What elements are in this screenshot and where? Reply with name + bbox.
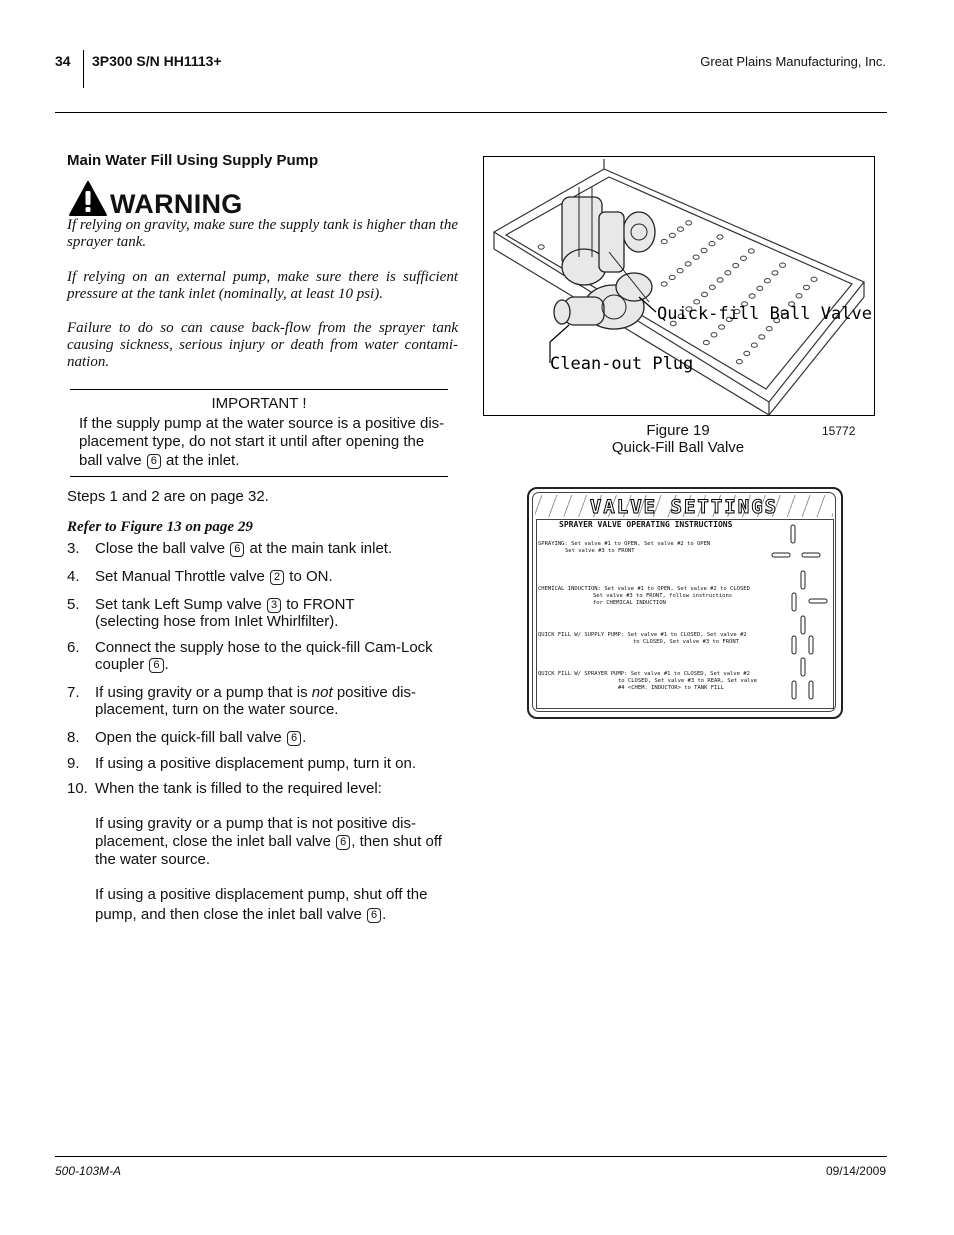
quick-fill-valve-drawing — [484, 157, 874, 415]
callout-number: 6 — [230, 542, 244, 557]
sub-line-3: the water source. — [95, 851, 211, 868]
frame-hole — [804, 285, 810, 289]
frame-hole — [709, 242, 715, 246]
step-3 — [67, 540, 467, 558]
frame-hole — [796, 294, 802, 298]
figure-19-image — [483, 156, 875, 416]
frame-hole — [725, 271, 731, 275]
step-number: 10. — [67, 780, 88, 797]
page-number: 34 — [55, 53, 71, 69]
warning-paragraph-1: If relying on gravity, make sure the supply tank is higher than the sprayer tank. — [67, 217, 458, 250]
step-text-pre: Close the ball valve — [95, 540, 226, 557]
decal-row-line-c: #4 <CHEM. INDUCTOR> to TANK FILL — [618, 685, 724, 691]
important-text-pre: ball valve — [79, 452, 142, 469]
step-text-pre: If using gravity or a pump that is — [95, 684, 308, 701]
step-number: 3. — [67, 540, 80, 557]
step-text-post: . — [302, 729, 307, 746]
warning-title: WARNING — [110, 189, 243, 219]
step-9 — [67, 755, 467, 773]
step-4 — [67, 568, 467, 586]
step-text-line-2: placement, turn on the water source. — [95, 701, 339, 718]
decal-row-line-a: SPRAYING: Set valve #1 to OPEN, Set valve #2 to OPEN — [538, 541, 711, 547]
sub-text-pre: placement, close the inlet ball valve — [95, 833, 331, 850]
step-text-line-1: Connect the supply hose to the quick-fill Cam-Lock — [95, 639, 433, 656]
step-number: 9. — [67, 755, 80, 772]
company-name: Great Plains Manufacturing, Inc. — [700, 54, 886, 69]
step-10 — [67, 780, 467, 798]
frame-hole — [711, 333, 717, 337]
frame-hole — [733, 263, 739, 267]
important-line-2: placement type, do not start it until after opening the — [79, 433, 425, 450]
sub-text-post: . — [382, 906, 387, 923]
callout-number: 6 — [149, 658, 163, 673]
decal-row-line-b: Set valve #3 to FRONT — [565, 548, 635, 554]
important-top-rule — [70, 389, 448, 390]
figure-id: 15772 — [822, 424, 856, 438]
decal-row-2 — [538, 586, 763, 607]
frame-hole — [772, 271, 778, 275]
frame-hole — [748, 249, 754, 253]
step-text-line-2: (selecting hose from Inlet Whirlfilter). — [95, 613, 339, 630]
sub-paragraph-gravity — [95, 815, 475, 869]
callout-number: 2 — [270, 570, 284, 585]
decal-row-4 — [538, 671, 763, 692]
step-text-pre: Set Manual Throttle valve — [95, 568, 265, 585]
frame-hole — [661, 282, 667, 286]
model-title: 3P300 S/N HH1113+ — [92, 53, 222, 69]
step-text-post: to ON. — [289, 568, 333, 585]
sub-text-pre: pump, and then close the inlet ball valve — [95, 906, 362, 923]
step-number: 8. — [67, 729, 80, 746]
step-text: If using a positive displacement pump, turn it on. — [95, 755, 417, 772]
frame-hole — [693, 255, 699, 259]
warning-paragraph-3: Failure to do so can cause back-flow from the sprayer tank causing sickness, serious injury or death from water contami-nation. — [67, 320, 458, 370]
sub-line-1: If using a positive displacement pump, shut off the — [95, 886, 428, 903]
frame-hole — [661, 239, 667, 243]
refer-note: Refer to Figure 13 on page 29 — [67, 519, 253, 535]
step-text — [95, 540, 465, 557]
decal-title: VALVE SETTINGS — [589, 496, 779, 518]
frame-hole — [669, 233, 675, 237]
frame-hole — [736, 360, 742, 364]
important-line-1: If the supply pump at the water source is a positive dis- — [79, 415, 445, 432]
frame-hole — [811, 277, 817, 281]
frame-hole — [780, 263, 786, 267]
step-text-pre: Open the quick-fill ball valve — [95, 729, 282, 746]
frame-hole — [702, 292, 708, 296]
frame-hole — [744, 351, 750, 355]
frame-hole — [719, 325, 725, 329]
important-text-post: at the inlet. — [166, 452, 240, 469]
sub-paragraph-positive — [95, 885, 475, 925]
step-number: 5. — [67, 596, 80, 613]
step-5 — [67, 596, 467, 632]
footer-rule — [55, 1156, 887, 1157]
callout-number: 6 — [367, 908, 381, 923]
frame-hole — [701, 248, 707, 252]
decal-row-3 — [538, 632, 763, 646]
decal-row-line-b: to CLOSED, Set valve #3 to REAR, Set valve — [618, 678, 758, 684]
footer-part-number: 500-103M-A — [55, 1164, 122, 1178]
decal-row-line-a: QUICK FILL W/ SPRAYER PUMP: Set valve #1 to CLOSED, Set valve #2 — [538, 671, 750, 677]
frame-hole — [538, 245, 544, 249]
frame-hole — [764, 279, 770, 283]
callout-number: 6 — [147, 454, 161, 469]
frame-hole — [741, 256, 747, 260]
important-title: IMPORTANT ! — [211, 395, 307, 412]
step-text-post: positive dis- — [336, 684, 417, 701]
sub-line-1: If using gravity or a pump that is not positive dis- — [95, 815, 416, 832]
steps-intro: Steps 1 and 2 are on page 32. — [67, 488, 269, 505]
step-text — [95, 568, 465, 585]
step-7 — [67, 684, 467, 720]
frame-hole — [685, 262, 691, 266]
step-8 — [67, 729, 467, 747]
frame-hole — [709, 285, 715, 289]
decal-row-line-c: for CHEMICAL INDUCTION — [593, 600, 666, 606]
step-text-post: at the main tank inlet. — [249, 540, 393, 557]
frame-hole — [766, 327, 772, 331]
callout-number: 6 — [287, 731, 301, 746]
step-text — [95, 639, 465, 673]
step-text-post: . — [164, 656, 169, 673]
label-quick-fill-ball-valve: Quick-fill Ball Valve — [657, 304, 872, 324]
step-text-pre: Set tank Left Sump valve — [95, 596, 262, 613]
step-text: When the tank is filled to the required level: — [95, 780, 382, 797]
step-text — [95, 729, 465, 746]
decal-row-line-a: QUICK FILL W/ SUPPLY PUMP: Set valve #1 to CLOSED, Set valve #2 — [538, 632, 747, 638]
label-clean-out-plug: Clean-out Plug — [550, 354, 694, 374]
step-6 — [67, 639, 467, 675]
important-line-3 — [79, 451, 469, 470]
header-divider — [83, 50, 84, 88]
valve-settings-decal — [527, 487, 843, 719]
decal-row-1 — [538, 541, 763, 555]
decal-row-line-b: to CLOSED, Set valve #3 to FRONT — [633, 639, 739, 645]
frame-hole — [686, 221, 692, 225]
frame-hole — [677, 269, 683, 273]
warning-triangle-icon — [68, 180, 108, 217]
step-text-emphasis: not — [311, 684, 333, 701]
section-title: Main Water Fill Using Supply Pump — [67, 152, 319, 169]
decal-row-line-a: CHEMICAL INDUCTION: Set valve #1 to OPEN, Set valve #2 to CLOSED — [538, 586, 750, 592]
figure-caption: Quick-Fill Ball Valve — [611, 439, 745, 456]
valve-position-icons — [764, 523, 834, 713]
step-text — [95, 596, 465, 630]
callout-number: 3 — [267, 598, 281, 613]
step-text-post: to FRONT — [286, 596, 355, 613]
step-number: 6. — [67, 639, 80, 656]
footer-date: 09/14/2009 — [825, 1164, 886, 1178]
important-bottom-rule — [70, 476, 448, 477]
warning-paragraph-2: If relying on an external pump, make sure there is sufficient pressure at the tank inlet (nominally, at least 10 psi). — [67, 269, 458, 302]
frame-hole — [717, 235, 723, 239]
figure-number: Figure 19 — [646, 422, 710, 439]
frame-hole — [751, 343, 757, 347]
frame-hole — [717, 278, 723, 282]
step-number: 7. — [67, 684, 80, 701]
frame-hole — [749, 294, 755, 298]
frame-hole — [703, 340, 709, 344]
frame-hole — [757, 286, 763, 290]
decal-subtitle: SPRAYER VALVE OPERATING INSTRUCTIONS — [559, 520, 733, 529]
header-rule — [55, 112, 887, 113]
step-number: 4. — [67, 568, 80, 585]
frame-hole — [759, 335, 765, 339]
frame-hole — [669, 275, 675, 279]
step-text-pre: coupler — [95, 656, 145, 673]
decal-row-line-b: Set valve #3 to FRONT, follow instructions — [593, 593, 733, 599]
callout-number: 6 — [336, 835, 350, 850]
frame-hole — [678, 227, 684, 231]
sub-text-post: , then shut off — [351, 833, 442, 850]
step-text — [95, 684, 465, 718]
